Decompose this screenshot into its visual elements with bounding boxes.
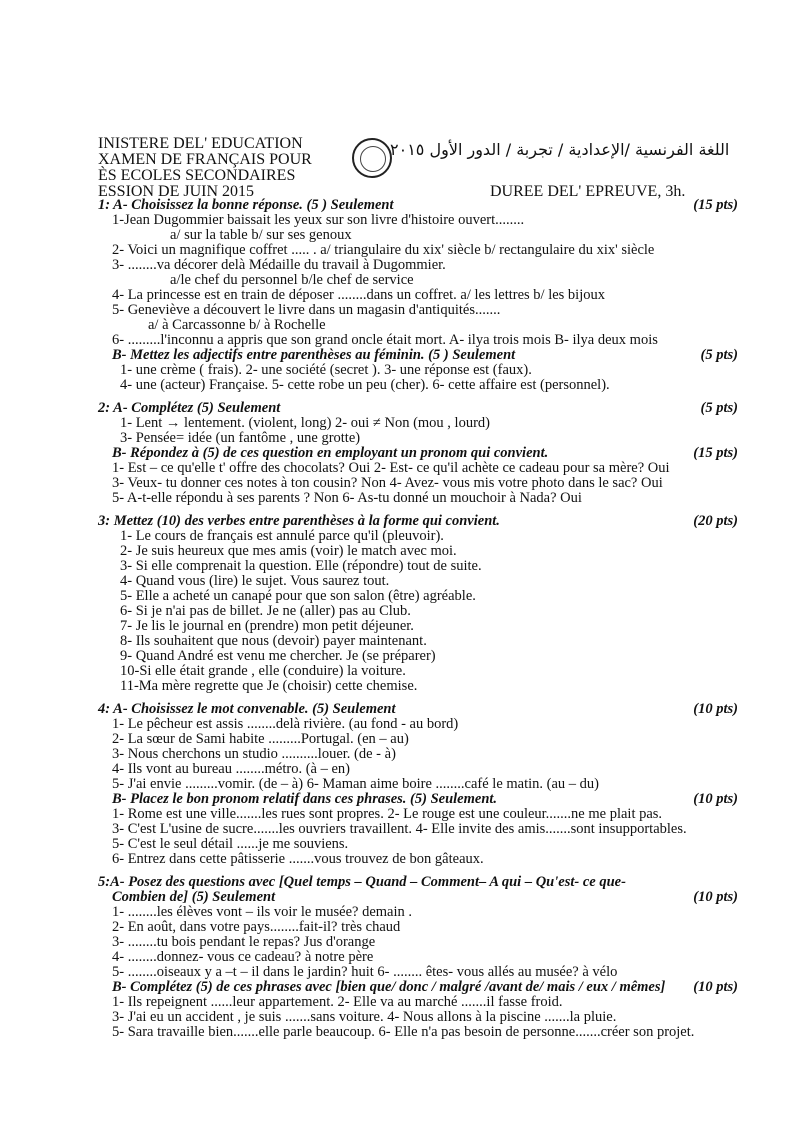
line-text: 5- A-t-elle répondu à ses parents ? Non 6- As-tu donné un mouchoir à Nada? Oui xyxy=(112,490,582,506)
header-line: ÈS ECOLES SECONDAIRES xyxy=(98,167,296,184)
line-text: 3- Nous cherchons un studio ..........louer. (de - à) xyxy=(112,746,396,762)
header-line: INISTERE DEL' EDUCATION xyxy=(98,135,303,152)
exercise-line xyxy=(98,732,738,747)
exercise-line xyxy=(98,717,738,732)
line-text: 3- Veux- tu donner ces notes à ton cousin? Non 4- Avez- vous mis votre photo dans le sac? Oui xyxy=(112,475,663,491)
line-text: 4- Ils vont au bureau ........métro. (à – en) xyxy=(112,761,350,777)
line-text: 1- Lent → lentement. (violent, long) 2- oui ≠ Non (mou , lourd) xyxy=(120,415,490,431)
line-text: B- Complétez (5) de ces phrases avec [bien que/ donc / malgré /avant de/ mais / eux / mêmes] xyxy=(112,979,666,995)
line-text: 8- Ils souhaitent que nous (devoir) payer maintenant. xyxy=(120,633,427,649)
exercise-line xyxy=(98,762,738,777)
points-label: (5 pts) xyxy=(700,347,738,363)
section-heading xyxy=(98,446,738,461)
section-heading xyxy=(98,890,738,905)
exercise-line xyxy=(98,363,738,378)
exercise-line xyxy=(98,288,738,303)
points-label: (10 pts) xyxy=(693,979,738,995)
line-text: 3- Pensée= idée (un fantôme , une grotte) xyxy=(120,430,361,446)
points-label: (20 pts) xyxy=(693,513,738,529)
exercise-line xyxy=(98,318,738,333)
exercise-line xyxy=(98,649,738,664)
line-text: 4- une (acteur) Française. 5- cette robe un peu (cher). 6- cette affaire est (personnel). xyxy=(120,377,610,393)
line-text: 5- Elle a acheté un canapé pour que son salon (être) agréable. xyxy=(120,588,476,604)
line-text: 1- Rome est une ville.......les rues sont propres. 2- Le rouge est une couleur.......ne me plait pas. xyxy=(112,806,663,822)
ministry-seal-icon xyxy=(352,138,392,178)
exercise-line xyxy=(98,807,738,822)
exercise-line xyxy=(98,431,738,446)
line-text: a/ sur la table b/ sur ses genoux xyxy=(170,227,352,243)
line-text: 1- Est – ce qu'elle t' offre des chocolats? Oui 2- Est- ce qu'il achète ce cadeau pour sa mère? Oui xyxy=(112,460,670,476)
section-heading xyxy=(98,348,738,363)
line-text: 3- ........tu bois pendant le repas? Jus d'orange xyxy=(112,934,376,950)
exercise-line xyxy=(98,559,738,574)
line-text: 6- Si je n'ai pas de billet. Je ne (aller) pas au Club. xyxy=(120,603,411,619)
points-label: (5 pts) xyxy=(700,400,738,416)
exercise-line xyxy=(98,243,738,258)
exercise-line xyxy=(98,747,738,762)
line-text: 1- ........les élèves vont – ils voir le musée? demain . xyxy=(112,904,412,920)
line-text: 5- Sara travaille bien.......elle parle beaucoup. 6- Elle n'a pas besoin de personne.......créer son projet. xyxy=(112,1024,695,1040)
points-label: (10 pts) xyxy=(693,889,738,905)
exercise-line xyxy=(98,228,738,243)
exercise-line xyxy=(98,1025,738,1040)
exercise-line xyxy=(98,634,738,649)
line-text: 1- Ils repeignent ......leur appartement. 2- Elle va au marché .......il fasse froid. xyxy=(112,994,563,1010)
exercise-line xyxy=(98,476,738,491)
exercise-line xyxy=(98,920,738,935)
line-text: B- Mettez les adjectifs entre parenthèses au féminin. (5 ) Seulement xyxy=(112,347,516,363)
line-text: 3- J'ai eu un accident , je suis .......sans voiture. 4- Nous allons à la piscine .......la pluie. xyxy=(112,1009,617,1025)
exercise-line xyxy=(98,529,738,544)
line-text: 1: A- Choisissez la bonne réponse. (5 ) Seulement xyxy=(98,197,394,213)
line-text: a/ à Carcassonne b/ à Rochelle xyxy=(148,317,326,333)
line-text: 1- Le pêcheur est assis ........delà rivière. (au fond - au bord) xyxy=(112,716,459,732)
line-text: 11-Ma mère regrette que Je (choisir) cette chemise. xyxy=(120,678,418,694)
points-label: (15 pts) xyxy=(693,197,738,213)
exercise-line xyxy=(98,905,738,920)
line-text: 5:A- Posez des questions avec [Quel temps – Quand – Comment– A qui – Qu'est- ce que- xyxy=(98,874,626,890)
section-heading xyxy=(98,792,738,807)
exercise-line xyxy=(98,852,738,867)
exercise-line xyxy=(98,822,738,837)
exercise-line xyxy=(98,604,738,619)
exercise-line xyxy=(98,664,738,679)
exercise-line xyxy=(98,619,738,634)
exercise-line xyxy=(98,491,738,506)
line-text: 3- C'est L'usine de sucre.......les ouvriers travaillent. 4- Elle invite des amis.......sont insupportables. xyxy=(112,821,687,837)
line-text: 5- ........oiseaux y a –t – il dans le jardin? huit 6- ........ êtes- vous allés au musée? à vélo xyxy=(112,964,618,980)
exercise-line xyxy=(98,965,738,980)
exercise-line xyxy=(98,950,738,965)
line-text: B- Placez le bon pronom relatif dans ces phrases. (5) Seulement. xyxy=(112,791,498,807)
exercise-line xyxy=(98,777,738,792)
line-text: 3- ........va décorer delà Médaille du travail à Dugommier. xyxy=(112,257,446,273)
section-heading xyxy=(98,980,738,995)
exercise-line xyxy=(98,333,738,348)
exercise-line xyxy=(98,258,738,273)
line-text: 5- C'est le seul détail ......je me souviens. xyxy=(112,836,349,852)
points-label: (10 pts) xyxy=(693,791,738,807)
exercise-line xyxy=(98,1010,738,1025)
line-text: 4- Quand vous (lire) le sujet. Vous saurez tout. xyxy=(120,573,390,589)
points-label: (15 pts) xyxy=(693,445,738,461)
exercise-line xyxy=(98,589,738,604)
header-ministry xyxy=(98,136,312,200)
line-text: 7- Je lis le journal en (prendre) mon petit déjeuner. xyxy=(120,618,414,634)
header-line: XAMEN DE FRANÇAIS POUR xyxy=(98,151,312,168)
line-text: 4: A- Choisissez le mot convenable. (5) Seulement xyxy=(98,701,396,717)
exercise-line xyxy=(98,935,738,950)
line-text: 6- .........l'inconnu a appris que son grand oncle était mort. A- ilya trois mois B- ilya deux mois xyxy=(112,332,658,348)
line-text: 2- En août, dans votre pays........fait-il? très chaud xyxy=(112,919,401,935)
line-text: 4- La princesse est en train de déposer ........dans un coffret. a/ les lettres b/ les bijoux xyxy=(112,287,605,303)
line-text: 9- Quand André est venu me chercher. Je (se préparer) xyxy=(120,648,436,664)
line-text: 2- La sœur de Sami habite .........Portugal. (en – au) xyxy=(112,731,409,747)
section-heading xyxy=(98,198,738,213)
section-heading xyxy=(98,514,738,529)
exercise-line xyxy=(98,378,738,393)
line-text: Combien de] (5) Seulement xyxy=(112,889,276,905)
exam-duration: DUREE DEL' EPREUVE, 3h. xyxy=(490,183,686,200)
exercise-line xyxy=(98,544,738,559)
points-label: (10 pts) xyxy=(693,701,738,717)
line-text: 1- Le cours de français est annulé parce qu'il (pleuvoir). xyxy=(120,528,444,544)
exercise-line xyxy=(98,273,738,288)
line-text: 5- Geneviève a découvert le livre dans un magasin d'antiquités....... xyxy=(112,302,501,318)
exercise-line xyxy=(98,303,738,318)
line-text: 1- une crème ( frais). 2- une société (secret ). 3- une réponse est (faux). xyxy=(120,362,532,378)
exercise-line xyxy=(98,679,738,694)
line-text: 6- Entrez dans cette pâtisserie .......vous trouvez de bon gâteaux. xyxy=(112,851,484,867)
line-text: 2- Je suis heureux que mes amis (voir) le match avec moi. xyxy=(120,543,457,559)
header-line: ESSION DE JUIN 2015 xyxy=(98,183,254,200)
section-heading xyxy=(98,401,738,416)
section-heading xyxy=(98,702,738,717)
line-text: a/le chef du personnel b/le chef de service xyxy=(170,272,414,288)
exercise-line xyxy=(98,837,738,852)
line-text: 5- J'ai envie .........vomir. (de – à) 6- Maman aime boire ........café le matin. (au – du) xyxy=(112,776,599,792)
exam-body xyxy=(98,198,738,1040)
header-arabic: اللغة الفرنسية /الإعدادية / تجربة / الدور الأول ٢٠١٥ xyxy=(390,140,730,159)
line-text: 3: Mettez (10) des verbes entre parenthèses à la forme qui convient. xyxy=(98,513,500,529)
section-heading xyxy=(98,875,738,890)
exercise-line xyxy=(98,574,738,589)
line-text: 4- ........donnez- vous ce cadeau? à notre père xyxy=(112,949,374,965)
line-text: 2: A- Complétez (5) Seulement xyxy=(98,400,281,416)
exercise-line xyxy=(98,461,738,476)
exercise-line xyxy=(98,213,738,228)
line-text: 2- Voici un magnifique coffret ..... . a/ triangulaire du xix' siècle b/ rectangulaire du xix' siècle xyxy=(112,242,655,258)
line-text: B- Répondez à (5) de ces question en employant un pronom qui convient. xyxy=(112,445,549,461)
line-text: 10-Si elle était grande , elle (conduire) la voiture. xyxy=(120,663,406,679)
exercise-line xyxy=(98,995,738,1010)
line-text: 1-Jean Dugommier baissait les yeux sur son livre d'histoire ouvert........ xyxy=(112,212,525,228)
line-text: 3- Si elle comprenait la question. Elle (répondre) tout de suite. xyxy=(120,558,482,574)
exercise-line xyxy=(98,416,738,431)
